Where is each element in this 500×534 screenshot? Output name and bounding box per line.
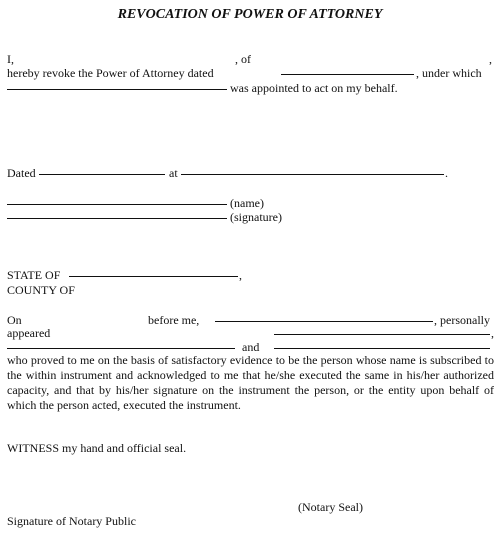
notary-signature-label: Signature of Notary Public	[7, 514, 136, 528]
attorney-name-line[interactable]	[7, 79, 227, 90]
notary-seal-label: (Notary Seal)	[298, 500, 363, 514]
appeared-comma: ,	[491, 326, 494, 340]
signature-line[interactable]	[7, 208, 227, 219]
appeared-line-1[interactable]	[274, 324, 490, 335]
under-which-text: , under which	[416, 66, 482, 80]
document-title: REVOCATION OF POWER OF ATTORNEY	[117, 7, 383, 22]
of-label: , of	[235, 52, 251, 66]
state-label: STATE OF	[7, 268, 61, 282]
and-label: and	[242, 340, 260, 354]
on-label: On	[7, 313, 22, 327]
dated-line[interactable]	[39, 164, 165, 175]
of-comma: ,	[489, 52, 492, 66]
before-me-text: before me,	[148, 313, 200, 327]
county-label: COUNTY OF	[7, 283, 75, 297]
appeared-label: appeared	[7, 326, 51, 340]
state-comma: ,	[239, 268, 242, 282]
acknowledgment-paragraph: who proved to me on the basis of satisfactory evidence to be the person whose name is subscribed to the within instrument and acknowledged to me that he/she executed the same in his/her authorized capacity, and that by his/her signature on the instrument the person, or the entity upon behalf of which the person acted, executed the instrument.	[7, 353, 494, 412]
signature-label: (signature)	[230, 210, 282, 224]
name-label: (name)	[230, 196, 264, 210]
state-line[interactable]	[69, 266, 238, 277]
date-of-poa-line[interactable]	[281, 64, 414, 75]
notary-name-line[interactable]	[215, 311, 433, 322]
dated-label: Dated	[7, 166, 36, 180]
appeared-line-2[interactable]	[7, 338, 235, 349]
location-line[interactable]	[181, 164, 444, 175]
at-label: at	[169, 166, 178, 180]
name-line[interactable]	[7, 194, 227, 205]
personally-text: , personally	[434, 313, 490, 327]
witness-text: WITNESS my hand and official seal.	[7, 441, 187, 455]
appointed-text: was appointed to act on my behalf.	[230, 81, 398, 95]
appeared-line-3[interactable]	[274, 338, 490, 349]
i-label: I,	[7, 52, 14, 66]
dated-period: .	[445, 166, 448, 180]
revoke-text: hereby revoke the Power of Attorney dated	[7, 66, 214, 80]
